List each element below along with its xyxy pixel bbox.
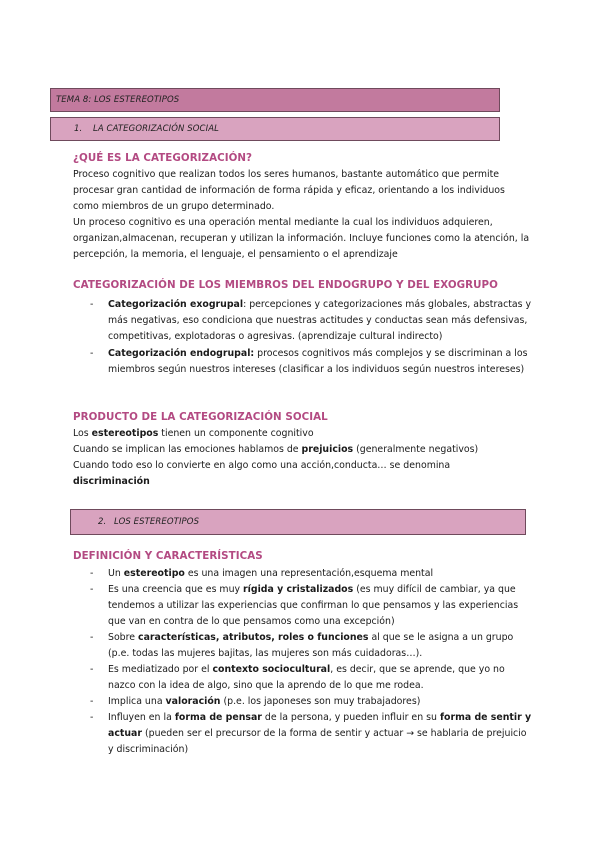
topic-banner — [50, 88, 500, 112]
item-text: Influyen en la — [108, 712, 175, 723]
item-bold: rígida y cristalizados — [243, 584, 354, 595]
item-text: (es muy difícil de cambiar, ya que tendemos a utilizar las experiencias que confirman lo que pensamos y las experiencias que van en contra de lo que pensamos como una excepción) — [108, 584, 519, 627]
section-1-number: 1. — [74, 124, 83, 134]
item-bold: forma de pensar — [174, 712, 262, 723]
section-2-number: 2. — [98, 517, 107, 527]
keyword-prejuicios: prejuicios — [301, 444, 354, 455]
item-bold: valoración — [165, 696, 221, 707]
item-text: (pueden ser el precursor de la forma de sentir y actuar → se hablaria de prejuicio y discriminación) — [108, 728, 527, 755]
categorization-paragraph-1: Proceso cognitivo que realizan todos los seres humanos, bastante automático que permite procesar gran cantidad de información de forma rápida y eficaz, orientando a los individuos como miembros de un grupo determinado. — [73, 169, 505, 212]
item-bold: estereotipo — [123, 568, 185, 579]
item-bold: forma de sentir y actuar — [108, 712, 532, 739]
item-bold: Categorización exogrupal — [108, 299, 244, 310]
product-heading: PRODUCTO DE LA CATEGORIZACIÓN SOCIAL — [73, 411, 328, 423]
product-line-2: Cuando se implican las emociones hablamos de prejuicios (generalmente negativos) — [73, 444, 479, 455]
section-2-title: LOS ESTEREOTIPOS — [114, 517, 200, 527]
list-item: - Es mediatizado por el contexto sociocultural, es decir, que se aprende, que yo no nazco con la idea de algo, sino que la aprendo de lo que me rodea. — [90, 664, 505, 691]
product-line-1: Los estereotipos tienen un componente cognitivo — [73, 428, 314, 439]
section-2-banner — [70, 509, 526, 535]
item-text: (p.e. los japoneses son muy trabajadores) — [220, 696, 421, 707]
item-text: de la persona, y pueden influir en su — [261, 712, 440, 723]
list-item: - Sobre características, atributos, roles o funciones al que se le asigna a un grupo (p.e. todas las mujeres bajitas, las mujeres son más cuidadoras…). — [90, 632, 514, 659]
topic-title: TEMA 8: LOS ESTEREOTIPOS — [56, 95, 180, 105]
item-text: Es mediatizado por el — [108, 664, 213, 675]
item-text: Implica una — [108, 696, 166, 707]
item-text: Un — [108, 568, 124, 579]
item-bold: características, atributos, roles o funciones — [138, 632, 369, 643]
categorization-list — [90, 297, 532, 378]
item-text: Es una creencia que es muy — [108, 584, 244, 595]
categorization-paragraph-2: Un proceso cognitivo es una operación mental mediante la cual los individuos adquieren, organizan,almacenan, recuperan y utilizan la información. Incluye funciones como la atención, la percepción, la memoria, el lenguaje, el pensamiento o el aprendizaje — [73, 217, 530, 260]
item-text: es una imagen una representación,esquema mental — [184, 568, 434, 579]
list-item: - Implica una valoración (p.e. los japoneses son muy trabajadores) — [90, 696, 421, 707]
keyword-estereotipos: estereotipos — [91, 428, 159, 439]
item-text: procesos cognitivos más complejos y se discriminan a los miembros según nuestros intereses (clasificar a los individuos según nuestros intereses) — [108, 348, 528, 375]
item-bold: Categorización endogrupal: — [108, 348, 255, 359]
product-line-3: Cuando todo eso lo convierte en algo como una acción,conducta… se denomina discriminación — [73, 460, 451, 487]
categorization-question-heading: ¿QUÉ ES LA CATEGORIZACIÓN? — [73, 152, 253, 164]
item-text: Sobre — [108, 632, 139, 643]
item-text: al que se le asigna a un grupo (p.e. todas las mujeres bajitas, las mujeres son más cuidadoras…). — [108, 632, 514, 659]
definition-heading: DEFINICIÓN Y CARACTERÍSTICAS — [73, 550, 263, 562]
list-item: - Categorización exogrupal: percepciones y categorizaciones más globales, abstractas y más negativas, eso condiciona que nuestras actitudes y conductas sean más defensivas, competitivas, explotadoras o agresivas. (aprendizaje cultural indirecto) — [90, 299, 532, 342]
section-1-banner — [50, 117, 500, 141]
item-text: , es decir, que se aprende, que yo no nazco con la idea de algo, sino que la aprendo de lo que me rodea. — [108, 664, 505, 691]
list-item: - Es una creencia que es muy rígida y cristalizados (es muy difícil de cambiar, ya que tendemos a utilizar las experiencias que confirman lo que pensamos y las experiencias que van en contra de lo que pensamos como una excepción) — [90, 584, 519, 627]
endo-exo-heading: CATEGORIZACIÓN DE LOS MIEMBROS DEL ENDOGRUPO Y DEL EXOGRUPO — [73, 279, 498, 291]
section-1-title: LA CATEGORIZACIÓN SOCIAL — [93, 124, 219, 134]
list-item: - Un estereotipo es una imagen una representación,esquema mental — [90, 568, 434, 579]
item-bold: contexto sociocultural — [212, 664, 331, 675]
list-item: - Influyen en la forma de pensar de la persona, y pueden influir en su forma de sentir y actuar (pueden ser el precursor de la forma de sentir y actuar → se hablaria de prejuicio y discriminación) — [90, 712, 532, 755]
list-item: - Categorización endogrupal: procesos cognitivos más complejos y se discriminan a los miembros según nuestros intereses (clasificar a los individuos según nuestros intereses) — [90, 348, 528, 375]
keyword-discriminacion: discriminación — [73, 476, 150, 487]
item-text: : percepciones y categorizaciones más globales, abstractas y más negativas, eso condiciona que nuestras actitudes y conductas sean más defensivas, competitivas, explotadoras o agresivas. (aprendizaje cultural indirecto) — [108, 299, 532, 342]
stereotype-characteristics-list — [90, 566, 532, 758]
